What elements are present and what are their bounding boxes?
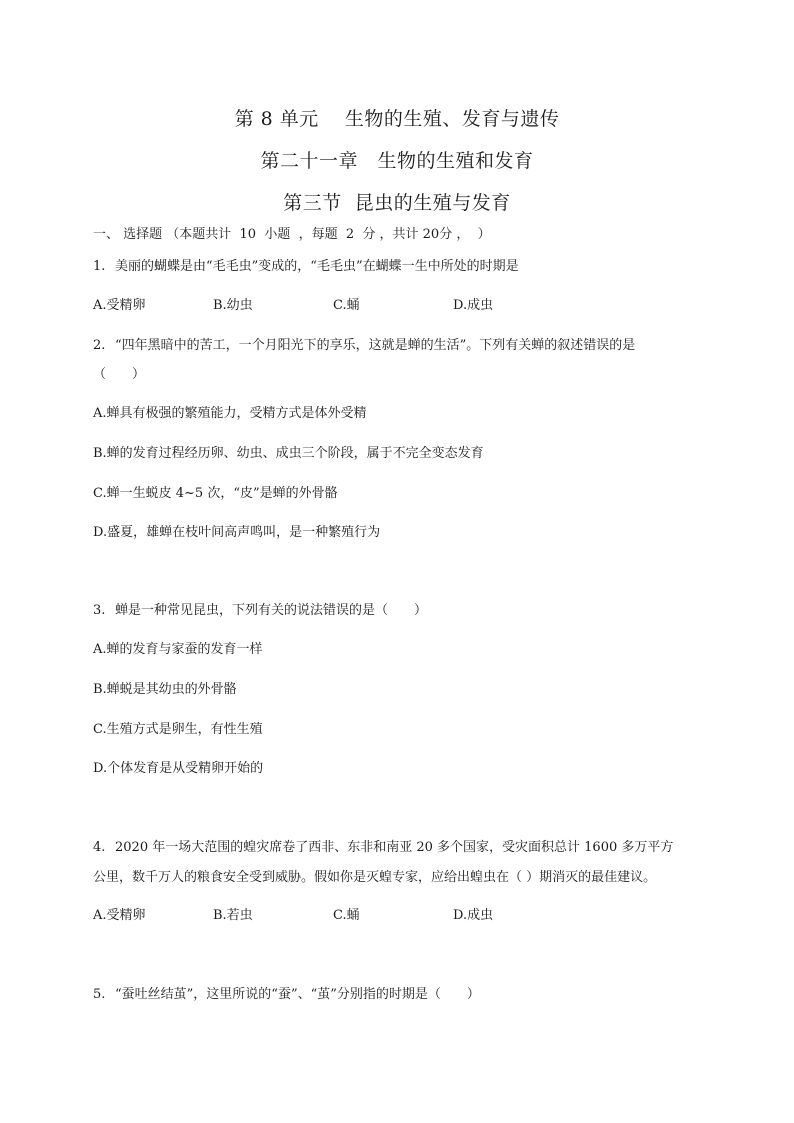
question-stem-continued: 公里，数千万人的粮食安全受到威胁。假如你是灭蝗专家，应给出蝗虫在（ ）期消灭的最佳建议。	[93, 870, 657, 885]
chapter-title: 第二十一章 生物的生殖和发育	[260, 150, 534, 172]
option-c[interactable]: C.蛹	[333, 298, 360, 313]
question-stem	[93, 985, 480, 1005]
unit-title: 第 8 单元 生物的生殖、发育与遗传	[234, 108, 560, 130]
question-stem	[93, 257, 519, 277]
question-text: “蚕吐丝结茧”，这里所说的“蚕”、“茧”分别指的时期是（ ）	[115, 987, 480, 1002]
question-number: 5.	[93, 987, 106, 1002]
section-intro: 一、 选择题 （本题共计 10 小题 ，每题 2 分 ，共计 20分 ， ）	[93, 227, 491, 242]
option-b[interactable]: B.蝉的发育过程经历卵、幼虫、成虫三个阶段，属于不完全变态发育	[93, 446, 484, 461]
question-stem-continued: （ ）	[93, 367, 146, 382]
question-number: 4.	[93, 840, 106, 855]
question-text: 美丽的蝴蝶是由“毛毛虫”变成的，“毛毛虫”在蝴蝶一生中所处的时期是	[115, 259, 519, 274]
question-number: 1.	[93, 259, 106, 274]
question-stem	[93, 838, 673, 858]
option-a[interactable]: A.蝉具有极强的繁殖能力，受精方式是体外受精	[93, 406, 367, 421]
question-number: 2.	[93, 338, 106, 353]
option-b[interactable]: B.蝉蜕是其幼虫的外骨骼	[93, 682, 237, 697]
section-title: 第三节 昆虫的生殖与发育	[283, 192, 511, 214]
option-a[interactable]: A.受精卵	[93, 908, 146, 923]
question-text: “四年黑暗中的苦工，一个月阳光下的享乐，这就是蝉的生活”。下列有关蝉的叙述错误的是	[115, 338, 636, 353]
question-stem	[93, 601, 427, 621]
option-d[interactable]: D.成虫	[453, 908, 494, 923]
option-c[interactable]: C.蝉一生蜕皮 4~5 次，“皮”是蝉的外骨骼	[93, 486, 338, 501]
question-text: 2020 年一场大范围的蝗灾席卷了西非、东非和南亚 20 多个国家，受灾面积总计 1600 多万平方	[115, 840, 674, 855]
question-text: 蝉是一种常见昆虫，下列有关的说法错误的是（ ）	[115, 603, 428, 618]
option-d[interactable]: D.盛夏，雄蝉在枝叶间高声鸣叫，是一种繁殖行为	[93, 525, 381, 540]
option-c[interactable]: C.生殖方式是卵生，有性生殖	[93, 722, 263, 737]
option-a[interactable]: A.蝉的发育与家蚕的发育一样	[93, 642, 263, 657]
option-b[interactable]: B.若虫	[213, 908, 253, 923]
options-row	[93, 296, 513, 316]
options-row	[93, 906, 513, 926]
question-number: 3.	[93, 603, 106, 618]
question-stem	[93, 336, 635, 356]
option-a[interactable]: A.受精卵	[93, 298, 146, 313]
option-d[interactable]: D.成虫	[453, 298, 494, 313]
option-b[interactable]: B.幼虫	[213, 298, 253, 313]
option-d[interactable]: D.个体发育是从受精卵开始的	[93, 761, 264, 776]
option-c[interactable]: C.蛹	[333, 908, 360, 923]
